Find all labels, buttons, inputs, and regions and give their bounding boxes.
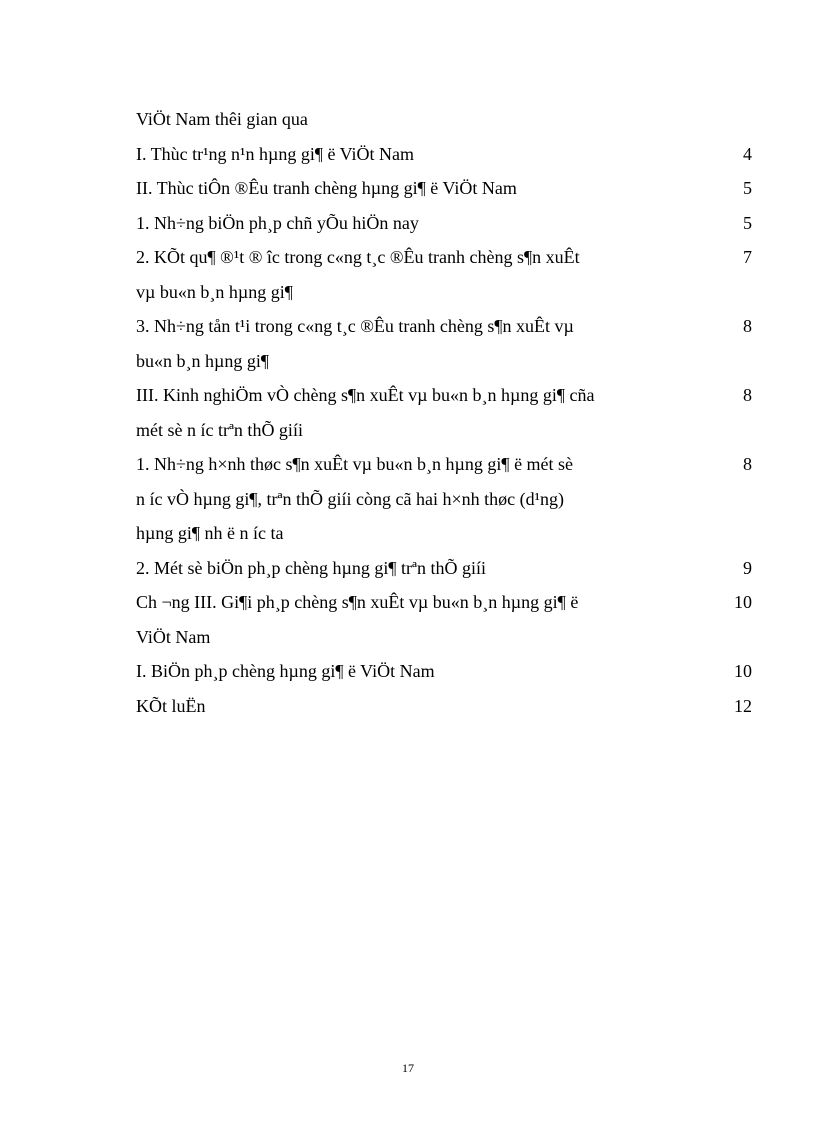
toc-entry-line: n íc vÒ hµng gi¶, trªn thÕ giíi còng cã hai h×nh thøc (d¹ng) (136, 488, 564, 509)
toc-entry-line: 1. Nh÷ng h×nh thøc s¶n xuÊt vµ bu«n b¸n hµng gi¶ ë mét sè (136, 454, 574, 474)
table-of-contents (136, 102, 760, 723)
toc-entry-line: vµ bu«n b¸n hµng gi¶ (136, 281, 293, 302)
toc-entry-line: 2. Mét sè biÖn ph¸p chèng hµng gi¶ trªn thÕ giíi (136, 557, 486, 578)
toc-entry-line: hµng gi¶ nh ë n íc ta (136, 523, 284, 543)
toc-entry (136, 654, 760, 689)
toc-entry-title (136, 689, 706, 724)
toc-entry (136, 309, 760, 378)
toc-entry-line: III. Kinh nghiÖm vÒ chèng s¶n xuÊt vµ bu«n b¸n hµng gi¶ cña (136, 385, 595, 405)
toc-entry (136, 102, 760, 137)
toc-entry-line: ViÖt Nam (136, 626, 211, 647)
toc-entry-title (136, 206, 706, 241)
toc-entry-title (136, 171, 706, 206)
toc-entry (136, 206, 760, 241)
toc-entry-page: 8 (743, 385, 752, 405)
toc-entry-title (136, 309, 706, 378)
toc-entry-line: I. BiÖn ph¸p chèng hµng gi¶ ë ViÖt Nam (136, 661, 435, 681)
page-number: 17 (402, 1061, 414, 1075)
toc-entry-title (136, 585, 706, 654)
toc-entry-line: I. Thùc tr¹ng n¹n hµng gi¶ ë ViÖt Nam (136, 143, 415, 164)
toc-entry-page: 10 (734, 661, 752, 681)
toc-entry-title (136, 654, 706, 689)
toc-entry-page: 7 (743, 247, 752, 267)
toc-entry-page: 12 (734, 695, 752, 716)
toc-entry (136, 551, 760, 586)
toc-entry-line: 2. KÕt qu¶ ®¹t ® îc trong c«ng t¸c ®Êu tranh chèng s¶n xuÊt (136, 247, 580, 267)
toc-entry (136, 378, 760, 447)
toc-entry-title (136, 240, 706, 309)
toc-entry-line: KÕt luËn (136, 695, 206, 716)
toc-entry-page: 5 (743, 178, 752, 198)
toc-entry-page: 8 (743, 454, 752, 474)
toc-entry-line: Ch ¬ng III. Gi¶i ph¸p chèng s¶n xuÊt vµ bu«n b¸n hµng gi¶ ë (136, 592, 579, 612)
toc-entry (136, 447, 760, 551)
toc-entry-line: bu«n b¸n hµng gi¶ (136, 350, 270, 371)
toc-entry-page: 4 (743, 143, 752, 164)
toc-entry-title (136, 378, 706, 447)
toc-entry-line: mét sè n íc trªn thÕ giíi (136, 419, 303, 440)
toc-entry-line: 1. Nh÷ng biÖn ph¸p chñ yÕu hiÖn nay (136, 212, 419, 233)
toc-entry-page: 10 (734, 592, 752, 612)
toc-entry-title (136, 137, 706, 172)
toc-entry-title (136, 551, 706, 586)
toc-entry-page: 8 (743, 316, 752, 336)
toc-entry-line: 3. Nh÷ng tån t¹i trong c«ng t¸c ®Êu tranh chèng s¶n xuÊt vµ (136, 316, 574, 336)
toc-entry-page: 9 (743, 557, 752, 578)
toc-entry-title (136, 447, 706, 551)
toc-entry (136, 240, 760, 309)
toc-entry (136, 137, 760, 172)
toc-entry-line: ViÖt Nam thêi gian qua (136, 109, 308, 129)
toc-entry-line: II. Thùc tiÔn ®Êu tranh chèng hµng gi¶ ë ViÖt Nam (136, 178, 517, 198)
toc-entry-title (136, 102, 706, 137)
toc-entry (136, 171, 760, 206)
toc-entry-page: 5 (743, 212, 752, 233)
toc-entry (136, 585, 760, 654)
toc-entry (136, 689, 760, 724)
